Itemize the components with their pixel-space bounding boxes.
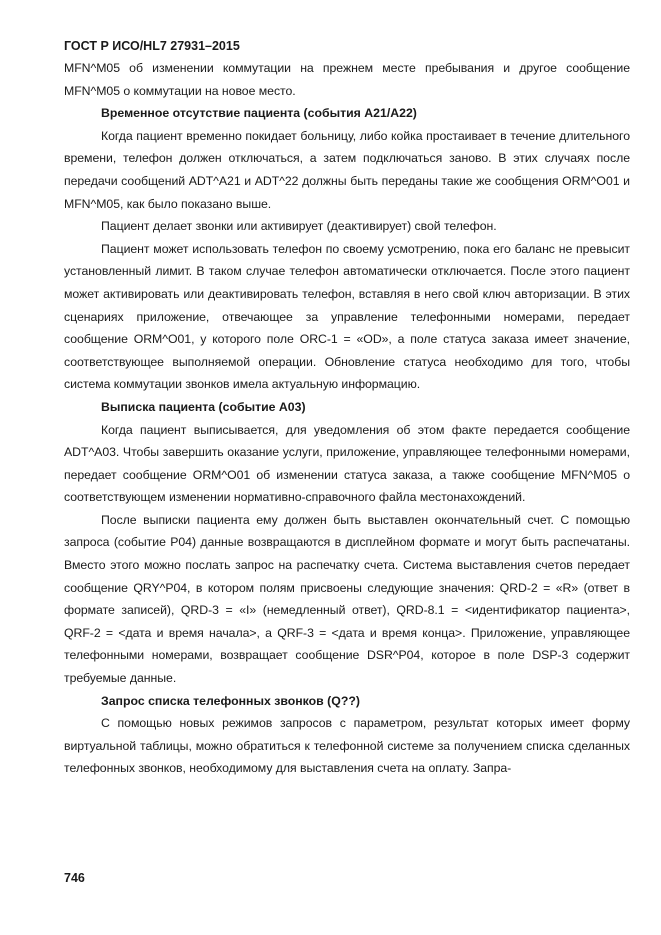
document-page [64,36,630,780]
paragraph: С помощью новых режимов запросов с параметром, результат которых имеет форму виртуальной таблицы, можно обратиться к телефонной системе за получением списка сделанных телефонных звонков, необходимому для выставления счета на оплату. Запра- [64,716,630,776]
section-heading-temporary-absence: Временное отсутствие пациента (события A21/A22) [101,106,417,121]
paragraph: Когда пациент выписывается, для уведомления об этом факте передается сообщение ADT^A03. Чтобы завершить оказание услуги, приложение, управляющее телефонными номерами, передает сообщение ORM^O01 об изменении статуса заказа, а также сообщение MFN^M05 о соответствующем изменении нормативно-справочного файла местонахождений. [64,422,630,505]
paragraph: Когда пациент временно покидает больницу, либо койка простаивает в течение длительного времени, телефон должен отключаться, а затем подключаться заново. В этих случаях после передачи сообщений ADT^A21 и ADT^22 должны быть переданы такие же сообщения ORM^O01 и MFN^M05, как было показано выше. [64,128,630,211]
paragraph-continuation: MFN^M05 об изменении коммутации на прежнем месте пребывания и другое сообщение MFN^M05 о коммутации на новое место. [64,61,630,98]
section-heading-call-list-query: Запрос списка телефонных звонков (Q??) [101,693,360,708]
paragraph: После выписки пациента ему должен быть выставлен окончательный счет. С помощью запроса (событие P04) данные возвращаются в дисплейном формате и могут быть распечатаны. Вместо этого можно послать запрос на распечатку счета. Система выставления счетов передает сообщение QRY^P04, в котором полям присвоены следующие значения: QRD-2 = «R» (ответ в формате записей), QRD-3 = «I» (немедленный ответ), QRD-8.1 = <идентификатор пациента>, QRF-2 = <дата и время начала>, а QRF-3 = <дата и время конца>. Приложение, управляющее телефонными номерами, возвращает сообщение DSR^P04, которое в поле DSP-3 содержит требуемые данные. [64,512,630,686]
paragraph: Пациент делает звонки или активирует (деактивирует) свой телефон. [101,219,497,234]
paragraph: Пациент может использовать телефон по своему усмотрению, пока его баланс не превысит установленный лимит. В таком случае телефон автоматически отключается. После этого пациент может активировать или деактивировать телефон, вставляя в него свой ключ авторизации. В этих сценариях приложение, отвечающее за управление телефонными номерами, передает сообщение ORM^O01, у которого поле ORC-1 = «OD», а поле статуса заказа имеет значение, соответствующее выполняемой операции. Обновление статуса необходимо для того, чтобы система коммутации звонков имела актуальную информацию. [64,241,630,392]
section-heading-discharge: Выписка пациента (событие A03) [101,399,306,414]
page-number: 746 [64,871,85,885]
document-header: ГОСТ Р ИСО/HL7 27931–2015 [64,39,240,53]
